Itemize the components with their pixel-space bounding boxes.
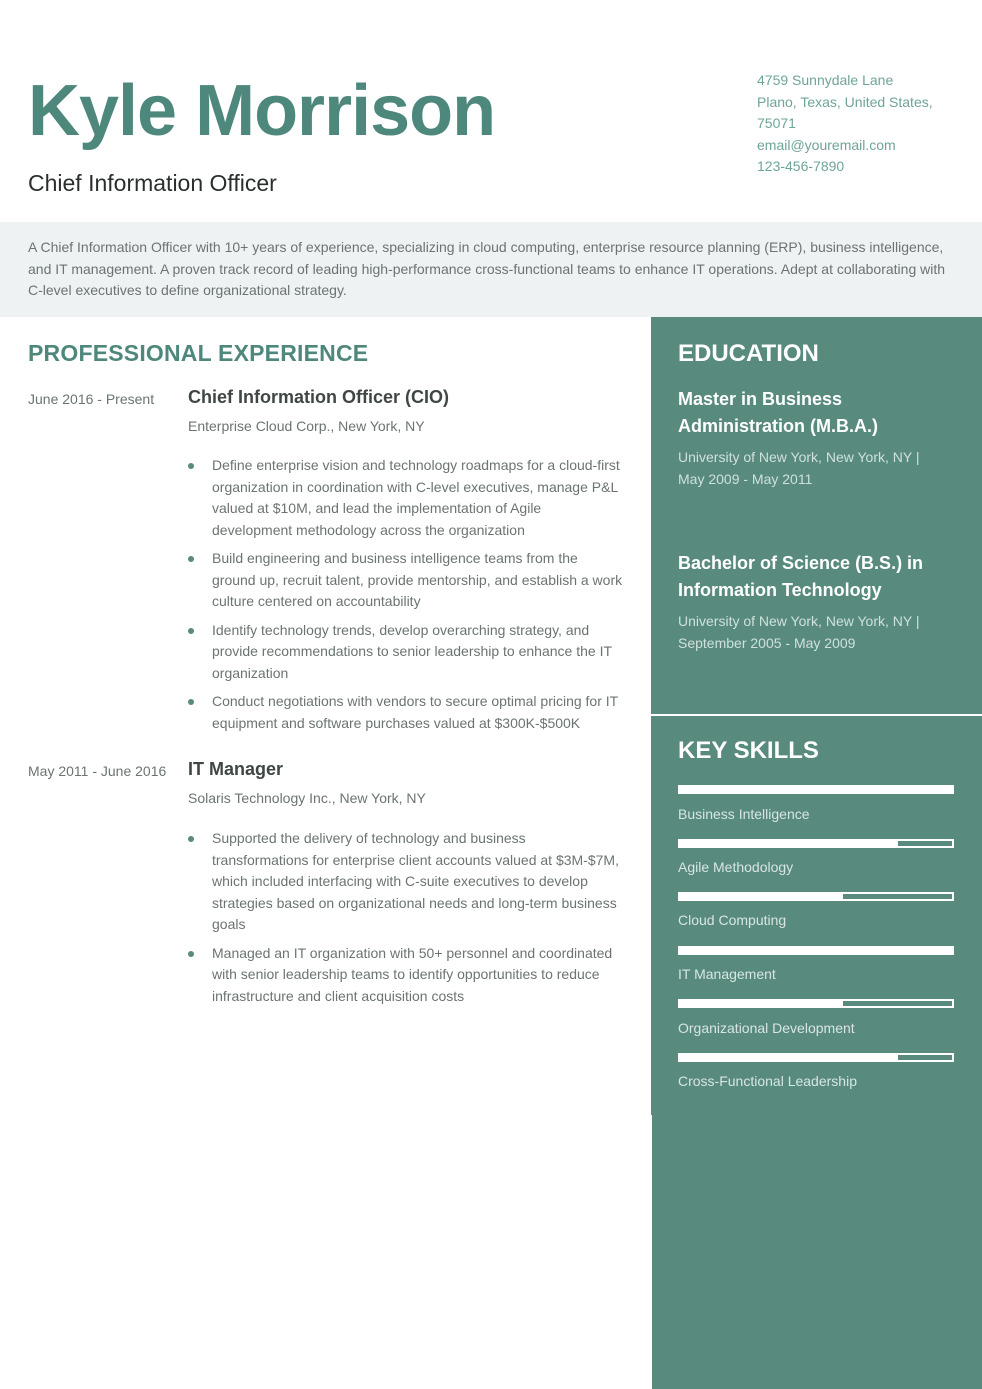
summary-section bbox=[0, 222, 982, 317]
skill-level-bar bbox=[678, 892, 954, 901]
email-link[interactable]: email@youremail.com bbox=[757, 136, 896, 153]
bullet-item bbox=[188, 620, 624, 685]
education-heading: EDUCATION bbox=[678, 340, 819, 367]
education-degree: Bachelor of Science (B.S.) in Information Technology bbox=[678, 553, 924, 600]
skill-level-bar bbox=[678, 839, 954, 848]
experience-heading: PROFESSIONAL EXPERIENCE bbox=[28, 340, 369, 366]
bullet-dot-icon bbox=[188, 699, 194, 705]
job-dates: June 2016 - Present bbox=[28, 391, 155, 407]
education-degree: Master in Business Administration (M.B.A.) bbox=[678, 389, 878, 436]
skill-level-fill bbox=[680, 1055, 898, 1060]
skill-level-fill bbox=[680, 787, 952, 792]
job-bullets bbox=[188, 828, 624, 1014]
bullet-text: Define enterprise vision and technology roadmaps for a cloud-first organization in coordination with C-level executives, manage P&L valued at $10M, and lead the implementation of Agile development methodology across the organization bbox=[212, 457, 620, 538]
contact-block bbox=[757, 70, 957, 178]
skill-level-fill bbox=[680, 894, 843, 899]
skill-name: Cloud Computing bbox=[678, 912, 787, 928]
bullet-dot-icon bbox=[188, 556, 194, 562]
job-company: Solaris Technology Inc., New York, NY bbox=[188, 790, 426, 806]
sidebar-divider bbox=[651, 714, 982, 716]
bullet-dot-icon bbox=[188, 463, 194, 469]
candidate-name: Kyle Morrison bbox=[28, 71, 496, 151]
address-line-3: 75071 bbox=[757, 115, 796, 131]
skill-level-bar bbox=[678, 946, 954, 955]
bullet-dot-icon bbox=[188, 951, 194, 957]
bullet-item bbox=[188, 691, 624, 734]
skill-level-fill bbox=[680, 841, 898, 846]
job-dates: May 2011 - June 2016 bbox=[28, 763, 167, 779]
bullet-text: Conduct negotiations with vendors to secure optimal pricing for IT equipment and software purchases valued at $300K-$500K bbox=[212, 693, 618, 731]
bullet-text: Identify technology trends, develop overarching strategy, and provide recommendations to senior leadership to enhance the IT organization bbox=[212, 621, 612, 681]
summary-text: A Chief Information Officer with 10+ years of experience, specializing in cloud computing, enterprise resource planning (ERP), business intelligence, and IT management. A proven track record of leading high-performance cross-functional teams to enhance IT operations. Adept at collaborating with C-level executives to define organizational strategy. bbox=[28, 239, 946, 298]
education-detail: University of New York, New York, NY | May 2009 - May 2011 bbox=[678, 449, 920, 487]
job-role: Chief Information Officer (CIO) bbox=[188, 387, 449, 407]
skill-level-fill bbox=[680, 948, 952, 953]
address-line-1: 4759 Sunnydale Lane bbox=[757, 72, 894, 88]
skill-name: Business Intelligence bbox=[678, 806, 810, 822]
bullet-item bbox=[188, 943, 624, 1008]
skill-level-bar bbox=[678, 1053, 954, 1062]
job-role: IT Manager bbox=[188, 759, 284, 779]
bullet-text: Supported the delivery of technology and business transformations for enterprise client accounts valued at $3M-$7M, which included interfacing with C-suite executives to develop strategies based on organizational needs and long-term business goals bbox=[212, 830, 619, 932]
address-line-2: Plano, Texas, United States, bbox=[757, 93, 933, 110]
bullet-text: Build engineering and business intelligence teams from the ground up, recruit talent, provide mentorship, and establish a work culture centered on accountability bbox=[212, 550, 623, 609]
bullet-item bbox=[188, 455, 624, 541]
skill-name: Cross-Functional Leadership bbox=[678, 1073, 857, 1089]
bullet-dot-icon bbox=[188, 836, 194, 842]
skill-name: Agile Methodology bbox=[678, 859, 794, 875]
skills-heading: KEY SKILLS bbox=[678, 737, 819, 764]
bullet-item bbox=[188, 828, 624, 936]
skill-level-fill bbox=[680, 1001, 843, 1006]
skill-level-bar bbox=[678, 999, 954, 1008]
skill-level-bar bbox=[678, 785, 954, 794]
bullet-dot-icon bbox=[188, 628, 194, 634]
sidebar-edge bbox=[649, 1115, 652, 1389]
candidate-title: Chief Information Officer bbox=[28, 170, 277, 196]
phone-number: 123-456-7890 bbox=[757, 158, 845, 174]
resume-header bbox=[0, 0, 982, 222]
skill-name: Organizational Development bbox=[678, 1020, 855, 1036]
bullet-item bbox=[188, 548, 624, 613]
skill-name: IT Management bbox=[678, 966, 776, 982]
job-bullets bbox=[188, 455, 624, 741]
bullet-text: Managed an IT organization with 50+ personnel and coordinated with senior leadership teams to identify opportunities to reduce infrastructure and client acquisition costs bbox=[212, 944, 613, 1004]
job-company: Enterprise Cloud Corp., New York, NY bbox=[188, 418, 425, 434]
education-detail: University of New York, New York, NY | September 2005 - May 2009 bbox=[678, 613, 920, 651]
